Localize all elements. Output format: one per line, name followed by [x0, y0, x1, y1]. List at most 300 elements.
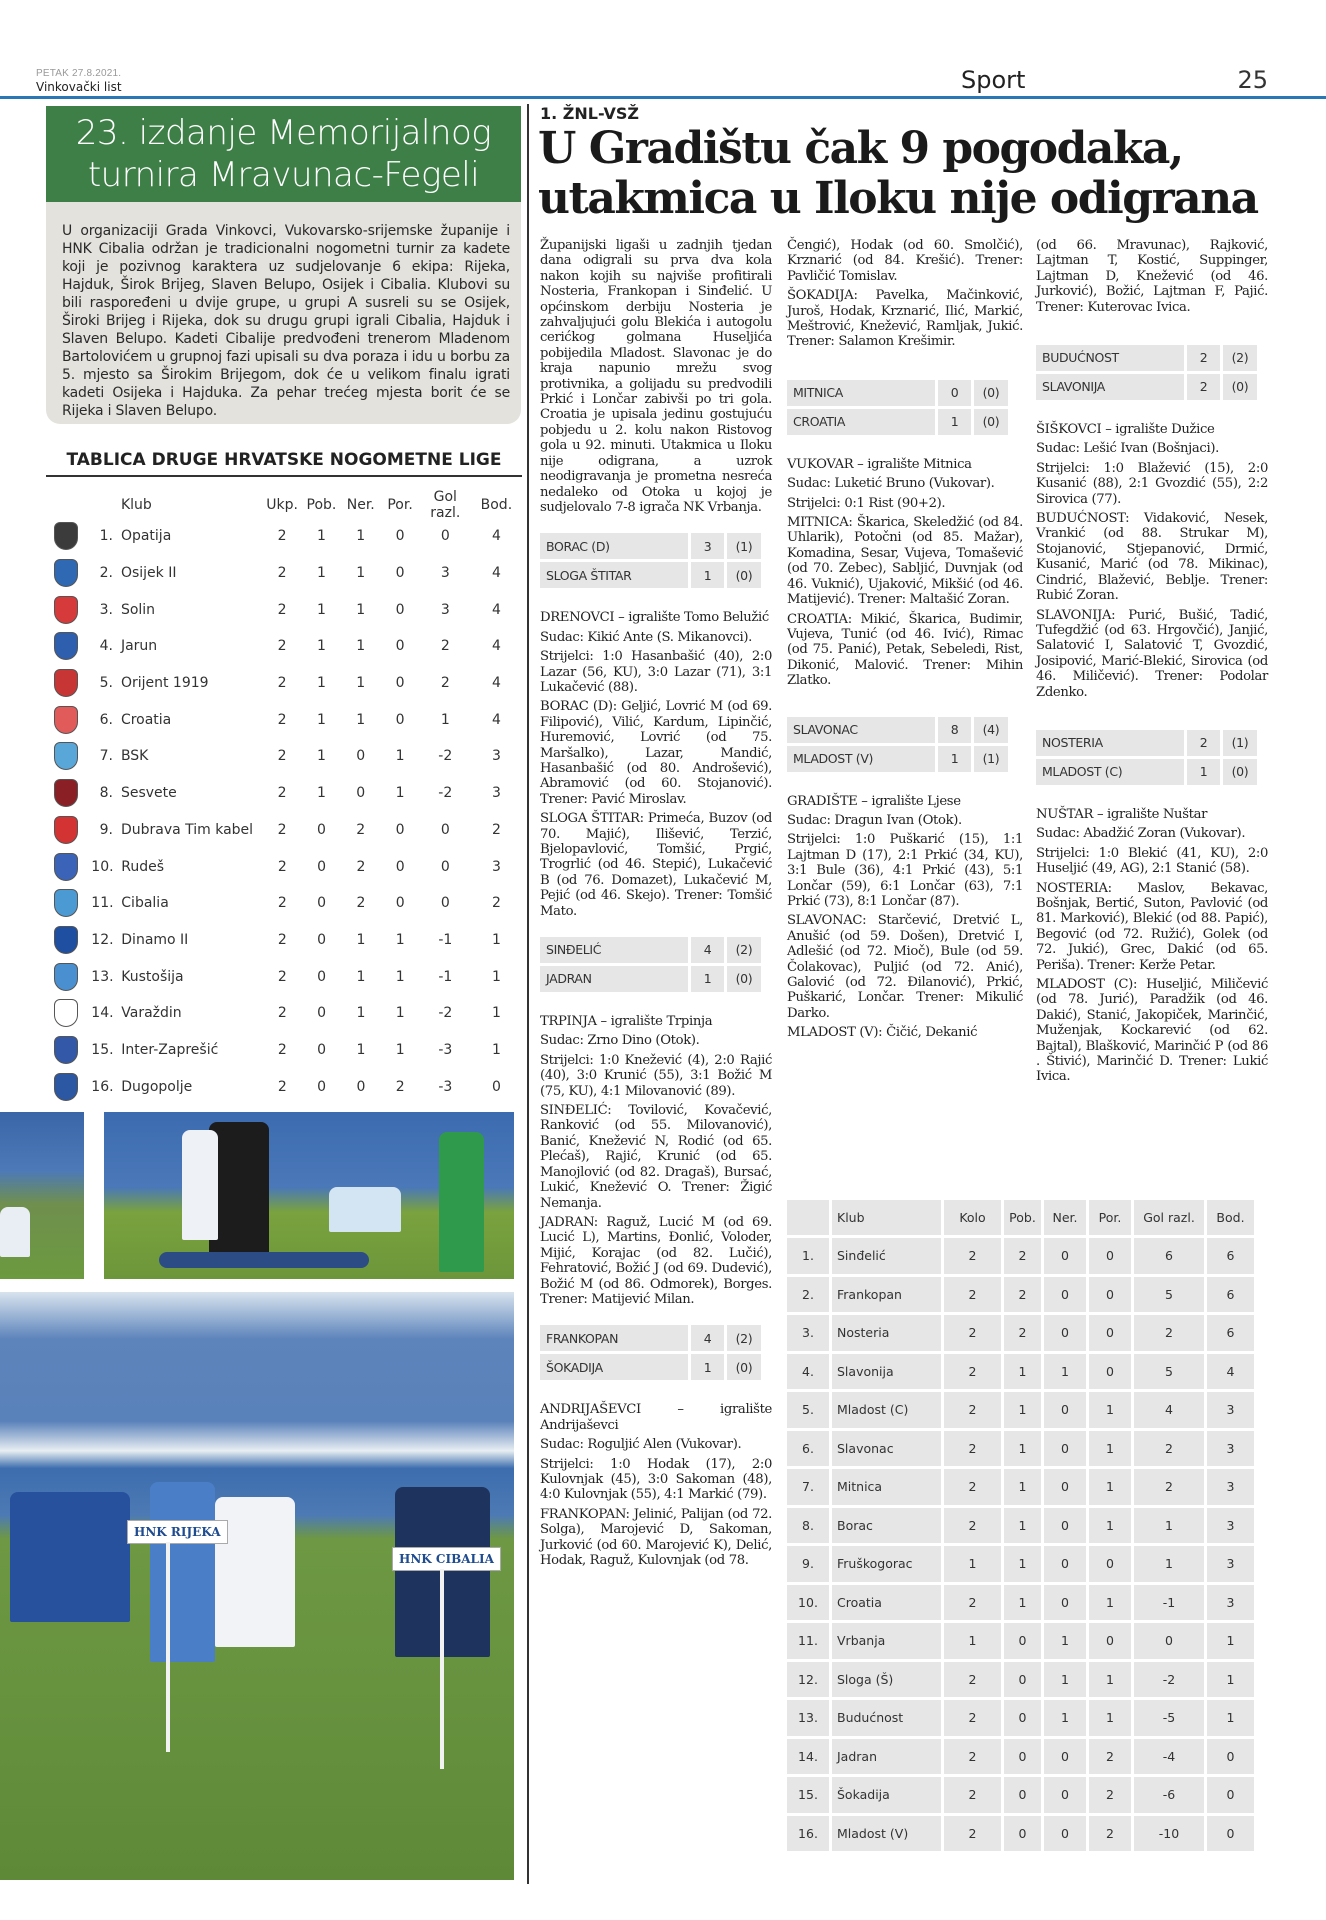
club-name: Slavonija: [832, 1354, 941, 1390]
losses: 1: [395, 748, 405, 765]
away-halftime: (0): [727, 562, 761, 588]
table-row: [787, 1585, 1265, 1621]
column-divider: [527, 104, 529, 1884]
goal-diff: 2: [440, 638, 450, 655]
position: 10.: [787, 1585, 829, 1621]
club-crest-icon: [46, 706, 85, 734]
wins: 1: [316, 785, 326, 802]
masthead: [36, 66, 1268, 100]
club-name: Fruškogorac: [832, 1546, 941, 1582]
article-headline: [538, 124, 1278, 224]
header-wins: Pob.: [1004, 1200, 1041, 1235]
home-lineup: BUDUĆNOST: Vidaković, Nesek, Vrankić (od 88. Strukar M), Stojanović, Stjepanović, Drmić, Kusanić, Marić (od 78. Mikinac), Cindrić, Blažević, Beblje. Trener: Rubić Zoran.: [1036, 511, 1268, 604]
draws: 2: [356, 821, 366, 838]
rounds: 2: [944, 1277, 1001, 1313]
away-lineup: SLAVONIJA: Purić, Bušić, Tadić, Tufegdžić (od 63. Hrgovčić), Janjić, Salatović I, Salatović T, Gvozdić, Josipović, Marić-Blekić, Sirovica (od 46. Miličević). Trener: Podolar Zdenko.: [1036, 607, 1268, 700]
losses: 0: [1089, 1315, 1131, 1351]
position: 16.: [91, 1078, 114, 1095]
losses: 1: [1089, 1431, 1131, 1467]
club-name: Slavonac: [832, 1431, 941, 1467]
points: 3: [1207, 1431, 1254, 1467]
home-halftime: (1): [1223, 730, 1257, 756]
match-referee: Sudac: Dragun Ivan (Otok).: [787, 812, 962, 828]
header-points: Bod.: [480, 497, 513, 513]
photo-team-lineup: [0, 1292, 514, 1880]
home-halftime: (2): [727, 1325, 761, 1351]
goal-diff: 2: [1134, 1469, 1204, 1505]
points: 4: [491, 565, 501, 582]
header-losses: Por.: [387, 497, 413, 513]
points: 1: [491, 931, 501, 948]
club-crest-icon: [46, 669, 85, 697]
rounds: 2: [944, 1431, 1001, 1467]
away-team: ŠOKADIJA: [540, 1354, 688, 1380]
draws: 1: [356, 1005, 366, 1022]
points: 0: [491, 1078, 501, 1095]
home-goals: 2: [1187, 730, 1220, 756]
club-name: BSK: [120, 748, 149, 765]
page-number: 25: [1237, 66, 1268, 94]
goal-diff: -5: [1134, 1700, 1204, 1736]
goal-diff: 2: [1134, 1315, 1204, 1351]
away-team: MLADOST (C): [1036, 759, 1184, 785]
match-scorers: Strijelci: 1:0 Puškarić (15), 1:1 Lajtman D (17), 2:1 Prkić (34, KU), 3:1 Bule (36), 4:1 Prkić (43), 5:1 Lončar (59), 6:1 Lončar (63), 7:1 Prkić (73), 8:1 Lončar (87).: [787, 832, 1023, 909]
table-row: [46, 665, 522, 702]
away-team: CROATIA: [787, 409, 935, 435]
match-scorers: Strijelci: 1:0 Hasanbašić (40), 2:0 Lazar (56, KU), 3:0 Lazar (71), 3:1 Lukačević (88).: [540, 649, 772, 695]
header-wins: Pob.: [306, 497, 337, 513]
club-crest-icon: [46, 596, 85, 624]
club-crest-icon: [46, 816, 85, 844]
points: 4: [491, 675, 501, 692]
draws: 0: [1044, 1508, 1086, 1544]
sign-hnk-rijeka: HNK RIJEKA: [127, 1520, 228, 1544]
away-lineup: SLOGA ŠTITAR: Primeća, Buzov (od 70. Majić), Ilišević, Terzić, Bjelopavlović, Tomšić, Prgić, Trogrlić (od 46. Stepić), Lukačević B (od 76. Domazet), Lukačević M, Pejić (od 46. Skejo). Trener: Tomšić Mato.: [540, 811, 772, 919]
article-column-3: [1036, 238, 1268, 1089]
home-lineup-part1: FRANKOPAN: Jelinić, Palijan (od 72. Solga), Marojević D, Sakoman, Jurković (od 60. Marojević K), Delić, Hodak, Raguž, Kulovnjak (od 78.: [540, 1506, 772, 1568]
club-crest-icon: [46, 522, 85, 550]
rounds: 1: [944, 1623, 1001, 1659]
goal-diff: -1: [438, 968, 453, 985]
znl-standings-table: [787, 1200, 1265, 1854]
home-goals: 4: [691, 937, 724, 963]
znl-table-header: [787, 1200, 1265, 1235]
club-name: Nosteria: [832, 1315, 941, 1351]
draws: 0: [356, 748, 366, 765]
points: 4: [1207, 1354, 1254, 1390]
away-lineup: ŠOKADIJA: Pavelka, Mačinković, Juroš, Hodak, Krznarić, Ilić, Markić, Meštrović, Knežević, Ramljak, Jukić. Trener: Salamon Krešimir.: [787, 288, 1023, 350]
home-goals: 8: [938, 717, 971, 743]
points: 1: [491, 1041, 501, 1058]
table-row: [46, 812, 522, 849]
club-crest-icon: [46, 853, 85, 881]
wins: 0: [317, 895, 327, 912]
goal-diff: 1: [1134, 1546, 1204, 1582]
played: 2: [277, 785, 287, 802]
rounds: 2: [944, 1469, 1001, 1505]
played: 2: [277, 528, 287, 545]
header-club: Klub: [120, 497, 152, 513]
score-box-nosteria-mladost-c: [1036, 730, 1268, 785]
wins: 0: [317, 931, 327, 948]
losses: 0: [395, 601, 405, 618]
wins: 2: [1004, 1277, 1041, 1313]
draws: 0: [1044, 1277, 1086, 1313]
table-row: [46, 591, 522, 628]
position: 2.: [99, 565, 113, 582]
away-goals: 2: [1187, 374, 1220, 400]
club-name: Jadran: [832, 1739, 941, 1775]
draws: 1: [356, 931, 366, 948]
header-position: [787, 1200, 829, 1235]
club-crest-icon: [46, 1073, 85, 1101]
away-goals: 1: [1187, 759, 1220, 785]
home-lineup: MITNICA: Škarica, Skeledžić (od 84. Uhlarik), Potočni (od 85. Mažar), Komadina, Sesar, Vujeva, Tomašević (od 70. Zebec), Sabljić, Duvnjak (od 46. Vuknić), Ujaković, Mikšić (od 46. Matijević). Trener: Maltašić Zoran.: [787, 515, 1023, 608]
club-name: Dinamo II: [121, 931, 189, 948]
photo-match-action: [0, 1112, 84, 1279]
club-name: Rudeš: [121, 858, 165, 875]
goal-diff: -10: [1134, 1816, 1204, 1852]
wins: 0: [316, 821, 326, 838]
goal-diff: -1: [1134, 1585, 1204, 1621]
away-lineup-part1: MLADOST (V): Čičić, Dekanić: [787, 1025, 978, 1041]
away-team: SLAVONIJA: [1036, 374, 1184, 400]
home-halftime: (1): [727, 533, 761, 559]
points: 3: [1207, 1508, 1254, 1544]
position: 5.: [787, 1392, 829, 1428]
wins: 1: [1004, 1546, 1041, 1582]
wins: 0: [1004, 1700, 1041, 1736]
position: 7.: [787, 1469, 829, 1505]
home-lineup-part2: Čengić), Hodak (od 60. Smolčić), Krznarić (od 84. Krešić). Trener: Pavličić Tomislav.: [787, 238, 1023, 284]
losses: 0: [395, 858, 405, 875]
wins: 0: [317, 1005, 327, 1022]
home-goals: 3: [691, 533, 724, 559]
score-box-sindelic-jadran: [540, 937, 772, 992]
position: 16.: [787, 1816, 829, 1852]
points: 0: [1207, 1777, 1254, 1813]
match-venue: ANDRIJAŠEVCI – igralište Andrijaševci: [540, 1402, 772, 1433]
goal-diff: 5: [1134, 1354, 1204, 1390]
masthead-rule: [0, 96, 1326, 99]
rounds: 2: [944, 1354, 1001, 1390]
home-lineup: BORAC (D): Geljić, Lovrić M (od 69. Filipović), Vilić, Kardum, Lipinčić, Huremović, Lovrić (od 75. Maršalko), Lazar, Mandić, Hasanbašić (od 80. Androšević), Abramović (od 60. Stojanović). Trener: Pavić Miroslav.: [540, 699, 772, 807]
club-crest-icon: [46, 632, 85, 660]
header-played: Ukp.: [266, 497, 298, 513]
match-referee: Sudac: Roguljić Alen (Vukovar).: [540, 1437, 742, 1453]
rounds: 2: [944, 1585, 1001, 1621]
club-crest-icon: [46, 559, 85, 587]
position: 1.: [787, 1238, 829, 1274]
home-team: SLAVONAC: [787, 717, 935, 743]
rounds: 2: [944, 1739, 1001, 1775]
position: 4.: [99, 638, 113, 655]
wins: 2: [1004, 1315, 1041, 1351]
away-halftime: (0): [1223, 759, 1257, 785]
played: 2: [277, 748, 287, 765]
match-scorers: Strijelci: 0:1 Rist (90+2).: [787, 495, 946, 511]
losses: 2: [1089, 1739, 1131, 1775]
points: 6: [1207, 1238, 1254, 1274]
rounds: 2: [944, 1392, 1001, 1428]
played: 2: [277, 711, 287, 728]
goal-diff: 5: [1134, 1277, 1204, 1313]
away-lineup-part2: (od 66. Mravunac), Rajković, Lajtman T, Kostić, Suppinger, Lajtman D, Knežević (od 46. Jurković), Božić, Lajtman F, Pajić. Trener: Kuterovac Ivica.: [1036, 238, 1268, 315]
home-team: BUDUĆNOST: [1036, 345, 1184, 371]
club-name: Sesvete: [120, 785, 177, 802]
sign-hnk-cibalia: HNK CIBALIA: [392, 1547, 501, 1571]
table-row: [46, 848, 522, 885]
table-row: [787, 1739, 1265, 1775]
home-team: SINĐELIĆ: [540, 937, 688, 963]
draws: 0: [1044, 1238, 1086, 1274]
points: 3: [491, 858, 501, 875]
losses: 1: [395, 785, 405, 802]
rounds: 1: [944, 1546, 1001, 1582]
goal-diff: 0: [440, 895, 450, 912]
club-name: Vrbanja: [832, 1623, 941, 1659]
wins: 0: [1004, 1739, 1041, 1775]
points: 1: [1207, 1700, 1254, 1736]
draws: 0: [1044, 1392, 1086, 1428]
played: 2: [277, 601, 287, 618]
table-row: [787, 1816, 1265, 1852]
away-goals: 1: [691, 1354, 724, 1380]
table-row: [787, 1238, 1265, 1274]
draws: 1: [356, 675, 366, 692]
tournament-title: [46, 106, 521, 202]
goal-diff: 4: [1134, 1392, 1204, 1428]
league-table-title: TABLICA DRUGE HRVATSKE NOGOMETNE LIGE: [66, 450, 502, 470]
home-team: NOSTERIA: [1036, 730, 1184, 756]
article-column-2: [787, 238, 1023, 1045]
goal-diff: -6: [1134, 1777, 1204, 1813]
club-name: Borac: [832, 1508, 941, 1544]
club-name: Kustošija: [121, 968, 184, 985]
club-name: Osijek II: [120, 565, 177, 582]
wins: 1: [1004, 1469, 1041, 1505]
points: 2: [491, 895, 501, 912]
away-goals: 1: [938, 409, 971, 435]
draws: 0: [356, 1078, 366, 1095]
home-team: MITNICA: [787, 380, 935, 406]
draws: 0: [1044, 1739, 1086, 1775]
position: 13.: [787, 1700, 829, 1736]
match-venue: TRPINJA – igralište Trpinja: [540, 1014, 713, 1030]
losses: 1: [395, 968, 405, 985]
wins: 0: [317, 858, 327, 875]
points: 0: [1207, 1739, 1254, 1775]
club-name: Orijent 1919: [120, 675, 209, 692]
losses: 0: [395, 638, 405, 655]
match-referee: Sudac: Lešić Ivan (Bošnjaci).: [1036, 441, 1219, 457]
club-name: Sinđelić: [832, 1238, 941, 1274]
home-halftime: (2): [727, 937, 761, 963]
goal-diff: 3: [440, 565, 450, 582]
points: 6: [1207, 1277, 1254, 1313]
score-box-frankopan-sokadija: [540, 1325, 772, 1380]
position: 6.: [99, 711, 113, 728]
draws: 1: [356, 565, 366, 582]
losses: 0: [395, 675, 405, 692]
home-goals: 0: [938, 380, 971, 406]
home-halftime: (0): [974, 380, 1008, 406]
photo-injured-player: [104, 1112, 514, 1279]
losses: 2: [1089, 1816, 1131, 1852]
table-row: [46, 1068, 522, 1105]
club-name: Solin: [120, 601, 156, 618]
goal-diff: 1: [440, 711, 450, 728]
points: 4: [491, 638, 501, 655]
goal-diff: 3: [440, 601, 450, 618]
table-row: [787, 1662, 1265, 1698]
match-referee: Sudac: Zrno Dino (Otok).: [540, 1033, 700, 1049]
draws: 2: [356, 858, 366, 875]
goal-diff: -2: [438, 748, 453, 765]
goal-diff: 0: [440, 528, 450, 545]
position: 12.: [91, 931, 114, 948]
goal-diff: -3: [438, 1078, 453, 1095]
draws: 0: [356, 785, 366, 802]
losses: 1: [395, 1041, 405, 1058]
rounds: 2: [944, 1777, 1001, 1813]
table-row: [46, 885, 522, 922]
header-draws: Ner.: [1044, 1200, 1086, 1235]
wins: 1: [316, 565, 326, 582]
played: 2: [277, 638, 287, 655]
wins: 0: [317, 968, 327, 985]
points: 3: [1207, 1585, 1254, 1621]
wins: 1: [316, 711, 326, 728]
home-halftime: (2): [1223, 345, 1257, 371]
position: 6.: [787, 1431, 829, 1467]
wins: 1: [316, 528, 326, 545]
goal-diff: -2: [438, 785, 453, 802]
points: 4: [491, 528, 501, 545]
goal-diff: 0: [440, 858, 450, 875]
away-lineup: CROATIA: Mikić, Škarica, Budimir, Vujeva, Tunić (od 46. Ivić), Rimac (od 75. Panić), Petak, Sebeledi, Rist, Dikonić, Malović. Trener: Mihin Zlatko.: [787, 611, 1023, 689]
tournament-text: U organizaciji Grada Vinkovci, Vukovarsko-srijemske županije i HNK Cibalia održan je tradicionalni nogometni turnir za kadete koji je pozivnog karaktera uz sudjelovanje 6 ekipa: Rijeka, Hajduk, Širok Brijeg, Slaven Belupo, Osijek i Cibalia. Klubovi su bili raspoređeni u dvije grupe, u grupi A susreli su se Osijek, Široki Brijeg i Rijeka, dok su drugu grupi igrali Cibalia, Hajduk i Slaven Belupo. Kadeti Cibalije predvođeni trenerom Mladenom Bartolovićem u grupnoj fazi upisali su dva poraza i idu u borbu za 5. mjesto sa Širokim Brijegom, dok će u velikom finalu igrati kadeti Osijeka i Hajduka. Za pehar trećeg mjesta borit će se Rijeka i Slaven Belupo.: [62, 223, 510, 419]
rounds: 2: [944, 1700, 1001, 1736]
away-goals: 1: [691, 966, 724, 992]
club-name: Opatija: [120, 528, 172, 545]
wins: 0: [1004, 1777, 1041, 1813]
position: 14.: [91, 1005, 114, 1022]
position: 13.: [91, 968, 114, 985]
points: 3: [491, 748, 501, 765]
away-team: MLADOST (V): [787, 746, 935, 772]
score-box-slavonac-mladost-v: [787, 717, 1023, 772]
losses: 0: [1089, 1277, 1131, 1313]
home-lineup: NOSTERIA: Maslov, Bekavac, Bošnjak, Bertić, Suton, Pavlović (od 81. Marković), Blekić (od 88. Papić), Begović (od 72. Ružić), Golek (od 72. Jukić), Grec, Dakić (od 65. Periša). Trener: Kerže Petar.: [1036, 880, 1268, 973]
away-halftime: (0): [727, 966, 761, 992]
header-goal-diff: Gol razl.: [430, 489, 461, 521]
article-column-1: [540, 238, 772, 1572]
points: 3: [1207, 1469, 1254, 1505]
club-crest-icon: [46, 779, 85, 807]
wins: 1: [1004, 1585, 1041, 1621]
losses: 1: [1089, 1700, 1131, 1736]
points: 1: [491, 1005, 501, 1022]
home-team: BORAC (D): [540, 533, 688, 559]
match-venue: DRENOVCI – igralište Tomo Belužić: [540, 610, 769, 626]
table-row: [787, 1623, 1265, 1659]
losses: 0: [1089, 1238, 1131, 1274]
away-halftime: (0): [974, 409, 1008, 435]
match-referee: Sudac: Abadžić Zoran (Vukovar).: [1036, 826, 1246, 842]
table-row: [787, 1392, 1265, 1428]
played: 2: [277, 858, 287, 875]
wins: 0: [1004, 1816, 1041, 1852]
headline-line2: utakmica u Iloku nije odigrana: [538, 173, 1258, 224]
losses: 1: [1089, 1662, 1131, 1698]
draws: 1: [356, 601, 366, 618]
away-lineup: MLADOST (C): Huseljić, Miličević (od 78. Jurić), Paradžik (od 46. Dakić), Stanić, Jakopiček, Marinčić, Muženjak, Kockarević (od 62. Bajtal), Blašković, Marinčić P (od 86 . Štivić), Marinčić D. Trener: Lukić Ivica.: [1036, 977, 1268, 1085]
table-row: [46, 1032, 522, 1069]
losses: 1: [1089, 1585, 1131, 1621]
club-name: Croatia: [832, 1585, 941, 1621]
header-points: Bod.: [1207, 1200, 1254, 1235]
draws: 1: [356, 968, 366, 985]
club-name: Budućnost: [832, 1700, 941, 1736]
draws: 1: [1044, 1623, 1086, 1659]
draws: 1: [1044, 1354, 1086, 1390]
draws: 0: [1044, 1585, 1086, 1621]
points: 4: [491, 711, 501, 728]
losses: 0: [395, 821, 405, 838]
home-goals: 4: [691, 1325, 724, 1351]
points: 6: [1207, 1315, 1254, 1351]
table-row: [46, 628, 522, 665]
points: 1: [491, 968, 501, 985]
played: 2: [277, 565, 287, 582]
table-row: [787, 1508, 1265, 1544]
club-name: Dubrava Tim kabel: [120, 821, 254, 838]
goal-diff: -3: [438, 1041, 453, 1058]
article-intro: Županijski ligaši u zadnjih tjedan dana odigrali su prva dva kola nakon kojih su najviše profitirali Nosteria, Frankopan i Sinđelić. U općinskom derbiju Nosteria je zahvaljujući golu Blekića i autogolu cerićkog golmana Huseljića pobijedila Mladost. Slavonac je do kraja napunio mrežu svog protivnika, a golijadu su predvodili Prkić i Lončar zabivši po tri gola. Croatia je upisala jedinu gostujuću pobjedu u 2. kolu nakon Ristovog gola u 92. minuti. Utakmica u Iloku nije odigrana, a uzrok neodigravanja je prometna nesreća nedaleko od Otoka u kojoj je sudjelovalo 7-8 igrača NK Vrbanja.: [540, 238, 772, 515]
club-name: Jarun: [120, 638, 158, 655]
losses: 1: [1089, 1392, 1131, 1428]
section-name: Sport: [961, 66, 1026, 94]
position: 3.: [787, 1315, 829, 1351]
position: 2.: [787, 1277, 829, 1313]
club-crest-icon: [46, 742, 85, 770]
score-box-borac-sloga: [540, 533, 772, 588]
position: 4.: [787, 1354, 829, 1390]
goal-diff: 0: [1134, 1623, 1204, 1659]
draws: 1: [1044, 1662, 1086, 1698]
score-box-mitnica-croatia: [787, 380, 1023, 435]
away-goals: 1: [691, 562, 724, 588]
losses: 2: [1089, 1777, 1131, 1813]
tournament-title-line2: turnira Mravunac-Fegeli: [87, 155, 480, 195]
goal-diff: -2: [1134, 1662, 1204, 1698]
table-row: [787, 1354, 1265, 1390]
club-crest-icon: [46, 926, 85, 954]
newspaper-name: Vinkovački list: [36, 80, 122, 94]
table-row: [46, 958, 522, 995]
club-name: Sloga (Š): [832, 1662, 941, 1698]
tournament-title-line1: 23. izdanje Memorijalnog: [75, 113, 492, 153]
match-venue: VUKOVAR – igralište Mitnica: [787, 456, 972, 472]
position: 8.: [99, 785, 113, 802]
goal-diff: -4: [1134, 1739, 1204, 1775]
league-table: [46, 489, 522, 1105]
draws: 0: [1044, 1431, 1086, 1467]
match-referee: Sudac: Luketić Bruno (Vukovar).: [787, 476, 995, 492]
header-draws: Ner.: [346, 497, 375, 513]
position: 14.: [787, 1739, 829, 1775]
